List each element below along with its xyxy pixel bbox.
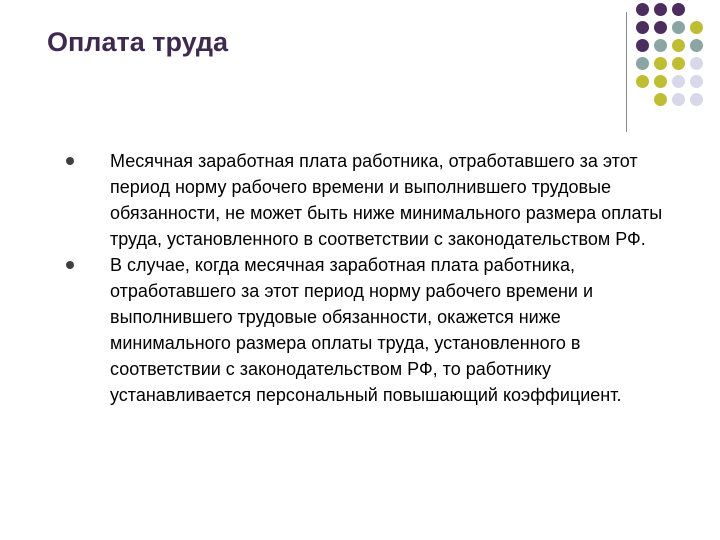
bullet-text: Месячная заработная плата работника, отработавшего за этот период норму рабочего времени и выполнившего трудовые обязанности, не может быть ниже минимального размера оплаты труда, установленного в соответствии с законодательством РФ. (110, 151, 663, 249)
decorative-dot (654, 75, 667, 88)
decorative-dot (636, 21, 649, 34)
decorative-dot (654, 21, 667, 34)
decorative-dot (654, 93, 667, 106)
decorative-dot (672, 57, 685, 70)
bullet-text: В случае, когда месячная заработная плата работника, отработавшего за этот период норму рабочего времени и выполнившего трудовые обязанности, окажется ниже минимального размера оплаты труда, установленного в соответствии с законодательством РФ, то работнику устанавливается персональный повышающий коэффициент. (110, 255, 622, 405)
decorative-dot (690, 93, 703, 106)
decorative-dot (636, 3, 649, 16)
decorative-dot (672, 39, 685, 52)
bullet-item (0, 252, 685, 408)
decorative-dot (690, 39, 703, 52)
decorative-dot (690, 21, 703, 34)
decorative-dot (654, 39, 667, 52)
decorative-dot (690, 75, 703, 88)
decorative-dot (654, 57, 667, 70)
decorative-dot (636, 75, 649, 88)
bullet-list (0, 148, 720, 408)
decorative-dot (672, 21, 685, 34)
decorative-dot (636, 39, 649, 52)
slide-title: Оплата труда (47, 27, 229, 57)
decorative-dot (654, 3, 667, 16)
decorative-dot (672, 93, 685, 106)
bullet-dot-icon (66, 261, 74, 269)
decorative-dot (672, 75, 685, 88)
bullet-dot-icon (66, 157, 74, 165)
decorative-dot (690, 57, 703, 70)
decorative-dot (636, 57, 649, 70)
decorative-dot (672, 3, 685, 16)
decorative-dot-grid (0, 0, 720, 120)
bullet-item (0, 148, 685, 252)
